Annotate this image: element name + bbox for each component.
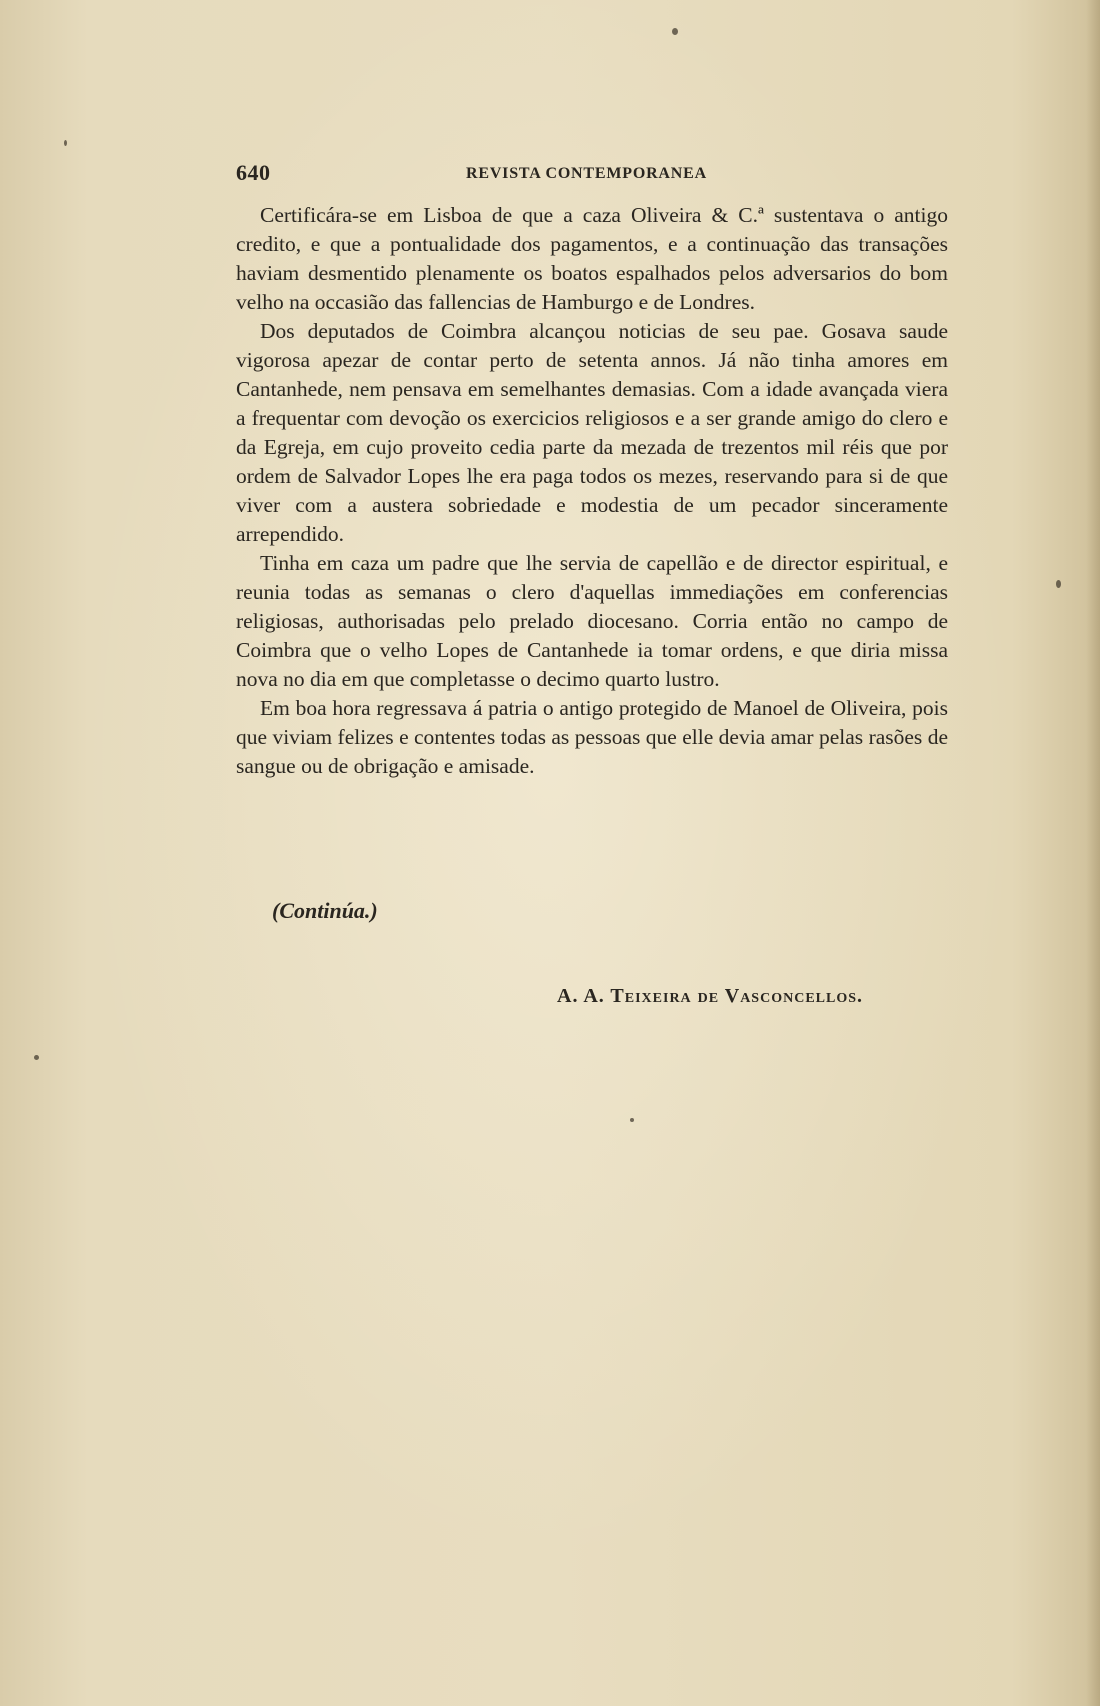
running-title: REVISTA CONTEMPORANEA (466, 165, 707, 182)
paragraph: Em boa hora regressava á patria o antigo protegido de Manoel de Oliveira, pois que viviam felizes e contentes todas as pessoas que elle devia amar pelas rasões de sangue ou de obrigação e amisade. (236, 696, 948, 778)
ink-speck (672, 28, 678, 35)
ink-speck (1056, 580, 1061, 588)
page-number: 640 (236, 160, 271, 185)
paragraph: Dos deputados de Coimbra alcançou noticias de seu pae. Gosava saude vigorosa apezar de contar perto de setenta annos. Já não tinha amores em Cantanhede, nem pensava em semelhantes demasias. Com a idade avançada viera a frequentar com devoção os exercicios religiosos e a ser grande amigo do clero e da Egreja, em cujo proveito cedia parte da mezada de trezentos mil réis que por ordem de Salvador Lopes lhe era paga todos os mezes, reservando para si de que viver com a austera sobriedade e modestia de um pecador sinceramente arrependido. (236, 319, 948, 546)
paragraph: Certificára-se em Lisboa de que a caza Oliveira & C.ª sustentava o antigo credito, e que a pontualidade dos pagamentos, e a continuação das transações haviam desmentido plenamente os boatos espalhados pelos adversarios do bom velho na occasião das fallencias de Hamburgo e de Londres. (236, 203, 948, 314)
page-edge-shadow (1086, 0, 1100, 1706)
continuation-note: (Continúa.) (272, 898, 378, 923)
ink-speck (630, 1118, 634, 1122)
ink-speck (34, 1055, 39, 1060)
author-signature: A. A. Teixeira de Vasconcellos. (557, 985, 864, 1007)
paragraph: Tinha em caza um padre que lhe servia de capellão e de director espiritual, e reunia todas as semanas o clero d'aquellas immediações em conferencias religiosas, authorisadas pelo prelado diocesano. Corria então no campo de Coimbra que o velho Lopes de Cantanhede ia tomar ordens, e que diria missa nova no dia em que completasse o decimo quarto lustro. (236, 551, 948, 691)
page-header (236, 160, 948, 190)
ink-speck (64, 140, 67, 146)
body-text (236, 201, 948, 781)
